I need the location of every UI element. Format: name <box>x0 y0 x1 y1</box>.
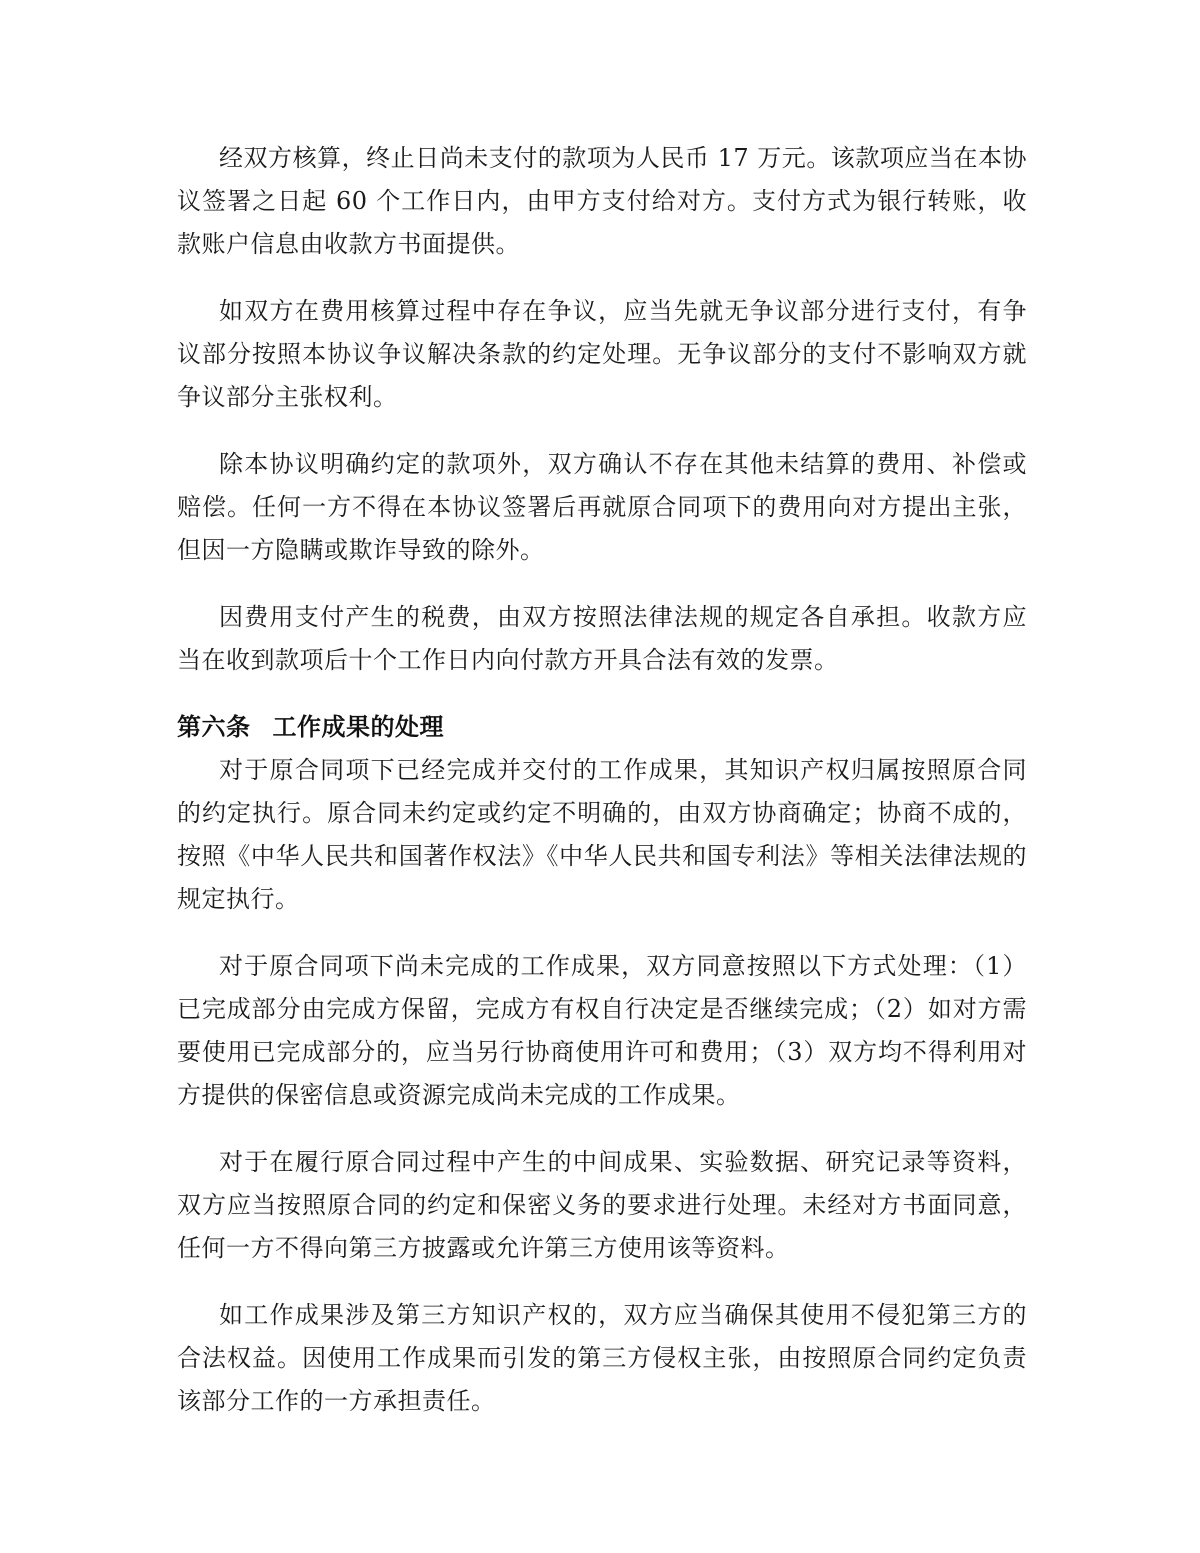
paragraph-payment-amount: 经双方核算，终止日尚未支付的款项为人民币 17 万元。该款项应当在本协议签署之日起 60 个工作日内，由甲方支付给对方。支付方式为银行转账，收款账户信息由收款方书面提供。 <box>177 144 1027 258</box>
section-number: 第六条 <box>177 713 251 741</box>
paragraph-intermediate-results: 对于在履行原合同过程中产生的中间成果、实验数据、研究记录等资料，双方应当按照原合同的约定和保密义务的要求进行处理。未经对方书面同意，任何一方不得向第三方披露或允许第三方使用该等资料。 <box>177 1148 1027 1262</box>
document-body <box>177 137 1027 1447</box>
paragraph-unfinished-results: 对于原合同项下尚未完成的工作成果，双方同意按照以下方式处理：（1）已完成部分由完成方保留，完成方有权自行决定是否继续完成；（2）如对方需要使用已完成部分的，应当另行协商使用许可和费用；（3）双方均不得利用对方提供的保密信息或资源完成尚未完成的工作成果。 <box>177 952 1027 1109</box>
paragraph-third-party-ip: 如工作成果涉及第三方知识产权的，双方应当确保其使用不侵犯第三方的合法权益。因使用工作成果而引发的第三方侵权主张，由按照原合同约定负责该部分工作的一方承担责任。 <box>177 1301 1027 1415</box>
paragraph-no-other-fees: 除本协议明确约定的款项外，双方确认不存在其他未结算的费用、补偿或赔偿。任何一方不得在本协议签署后再就原合同项下的费用向对方提出主张，但因一方隐瞒或欺诈导致的除外。 <box>177 450 1027 564</box>
paragraph-payment-dispute: 如双方在费用核算过程中存在争议，应当先就无争议部分进行支付，有争议部分按照本协议争议解决条款的约定处理。无争议部分的支付不影响双方就争议部分主张权利。 <box>177 297 1027 411</box>
section-title: 工作成果的处理 <box>272 713 444 741</box>
paragraph-completed-results: 对于原合同项下已经完成并交付的工作成果，其知识产权归属按照原合同的约定执行。原合同未约定或约定不明确的，由双方协商确定；协商不成的，按照《中华人民共和国著作权法》《中华人民共和国专利法》等相关法律法规的规定执行。 <box>177 756 1027 913</box>
section-heading <box>177 706 1027 749</box>
paragraph-taxes-invoice: 因费用支付产生的税费，由双方按照法律法规的规定各自承担。收款方应当在收到款项后十个工作日内向付款方开具合法有效的发票。 <box>177 603 1027 674</box>
